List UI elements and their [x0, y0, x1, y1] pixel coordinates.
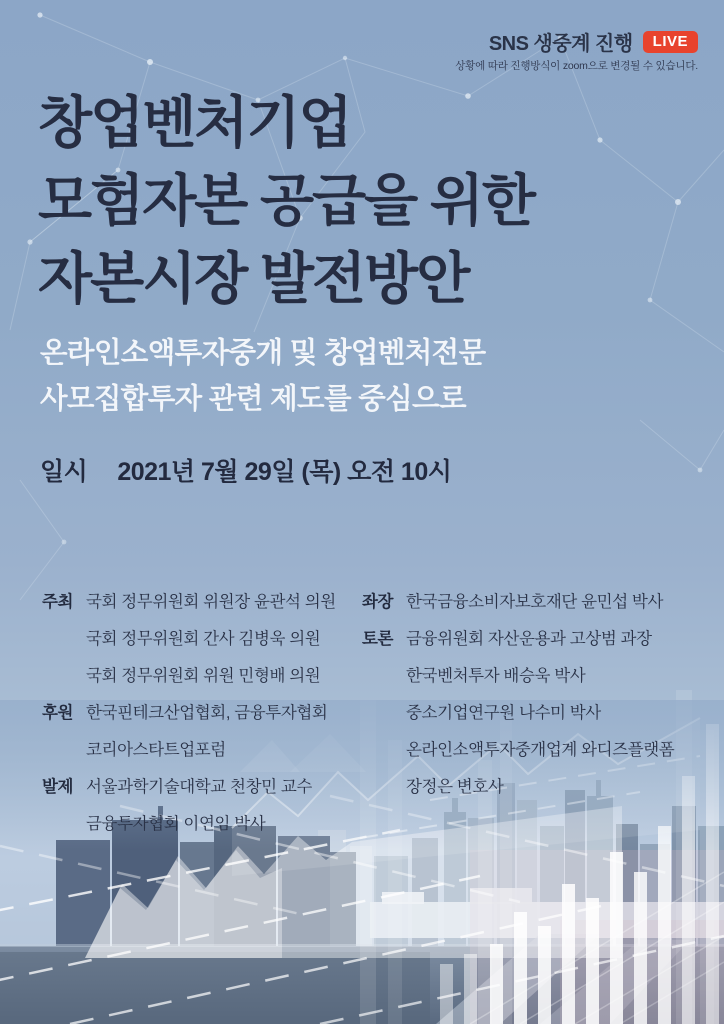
credit-row	[362, 695, 710, 732]
credit-role-label: 주최	[42, 593, 74, 611]
credit-person: 금융투자협회 이연임 박사	[86, 815, 266, 833]
credit-role-label: 발제	[42, 778, 74, 796]
credit-row	[362, 658, 710, 695]
credits-section	[42, 584, 710, 843]
credit-row	[42, 769, 362, 806]
credit-row	[42, 806, 362, 843]
credit-person: 한국핀테크산업협회, 금융투자협회	[86, 704, 328, 722]
sns-live-label: SNS 생중계 진행	[488, 33, 633, 55]
credit-row	[42, 584, 362, 621]
poster-title-line-2: 모험자본 공급을 위한	[38, 169, 534, 232]
credit-person: 국회 정무위원회 위원장 윤관석 의원	[86, 593, 336, 611]
credit-row	[362, 769, 710, 806]
credit-row	[42, 695, 362, 732]
credit-role-label	[362, 769, 406, 806]
credit-row	[42, 658, 362, 695]
credit-person: 중소기업연구원 나수미 박사	[406, 704, 601, 722]
credit-person: 장정은 변호사	[406, 778, 504, 796]
credit-person: 서울과학기술대학교 천창민 교수	[86, 778, 312, 796]
credit-row	[362, 732, 710, 769]
credit-role-label: 좌장	[362, 593, 394, 611]
sns-live-note: 상황에 따라 진행방식이 zoom으로 변경될 수 있습니다.	[455, 60, 698, 72]
poster-subtitle	[40, 330, 486, 422]
credit-row	[42, 621, 362, 658]
sns-live-row	[489, 27, 698, 56]
credit-person: 한국벤처투자 배승욱 박사	[406, 667, 586, 685]
credit-row	[362, 584, 710, 621]
credit-role-label	[42, 806, 86, 843]
poster-subtitle-line-1: 온라인소액투자중개 및 창업벤처전문	[40, 337, 486, 369]
credit-row	[362, 621, 710, 658]
credit-role-label	[362, 658, 406, 695]
credit-role-label	[42, 732, 86, 769]
credit-person: 온라인소액투자중개업계 와디즈플랫폼	[406, 741, 675, 759]
credit-role-label	[42, 658, 86, 695]
live-badge: LIVE	[643, 31, 698, 53]
credit-person: 국회 정무위원회 위원 민형배 의원	[86, 667, 321, 685]
credit-role-label	[362, 695, 406, 732]
schedule-row	[40, 452, 451, 488]
poster-title	[38, 84, 534, 318]
credits-right-column	[362, 584, 710, 843]
credits-left-column	[42, 584, 362, 843]
credit-role-label	[362, 732, 406, 769]
credit-role-label: 토론	[362, 630, 394, 648]
poster-title-line-1: 창업벤처기업	[38, 91, 351, 154]
credit-person: 국회 정무위원회 간사 김병욱 의원	[86, 630, 321, 648]
credit-person: 코리아스타트업포럼	[86, 741, 226, 759]
poster-subtitle-line-2: 사모집합투자 관련 제도를 중심으로	[40, 383, 466, 415]
credit-row	[42, 732, 362, 769]
credit-person: 한국금융소비자보호재단 윤민섭 박사	[406, 593, 663, 611]
schedule-label: 일시	[40, 458, 88, 486]
schedule-value: 2021년 7월 29일 (목) 오전 10시	[117, 458, 452, 486]
credit-person: 금융위원회 자산운용과 고상범 과장	[406, 630, 652, 648]
credit-role-label	[42, 621, 86, 658]
credit-role-label: 후원	[42, 704, 74, 722]
poster-title-line-3: 자본시장 발전방안	[38, 247, 469, 310]
